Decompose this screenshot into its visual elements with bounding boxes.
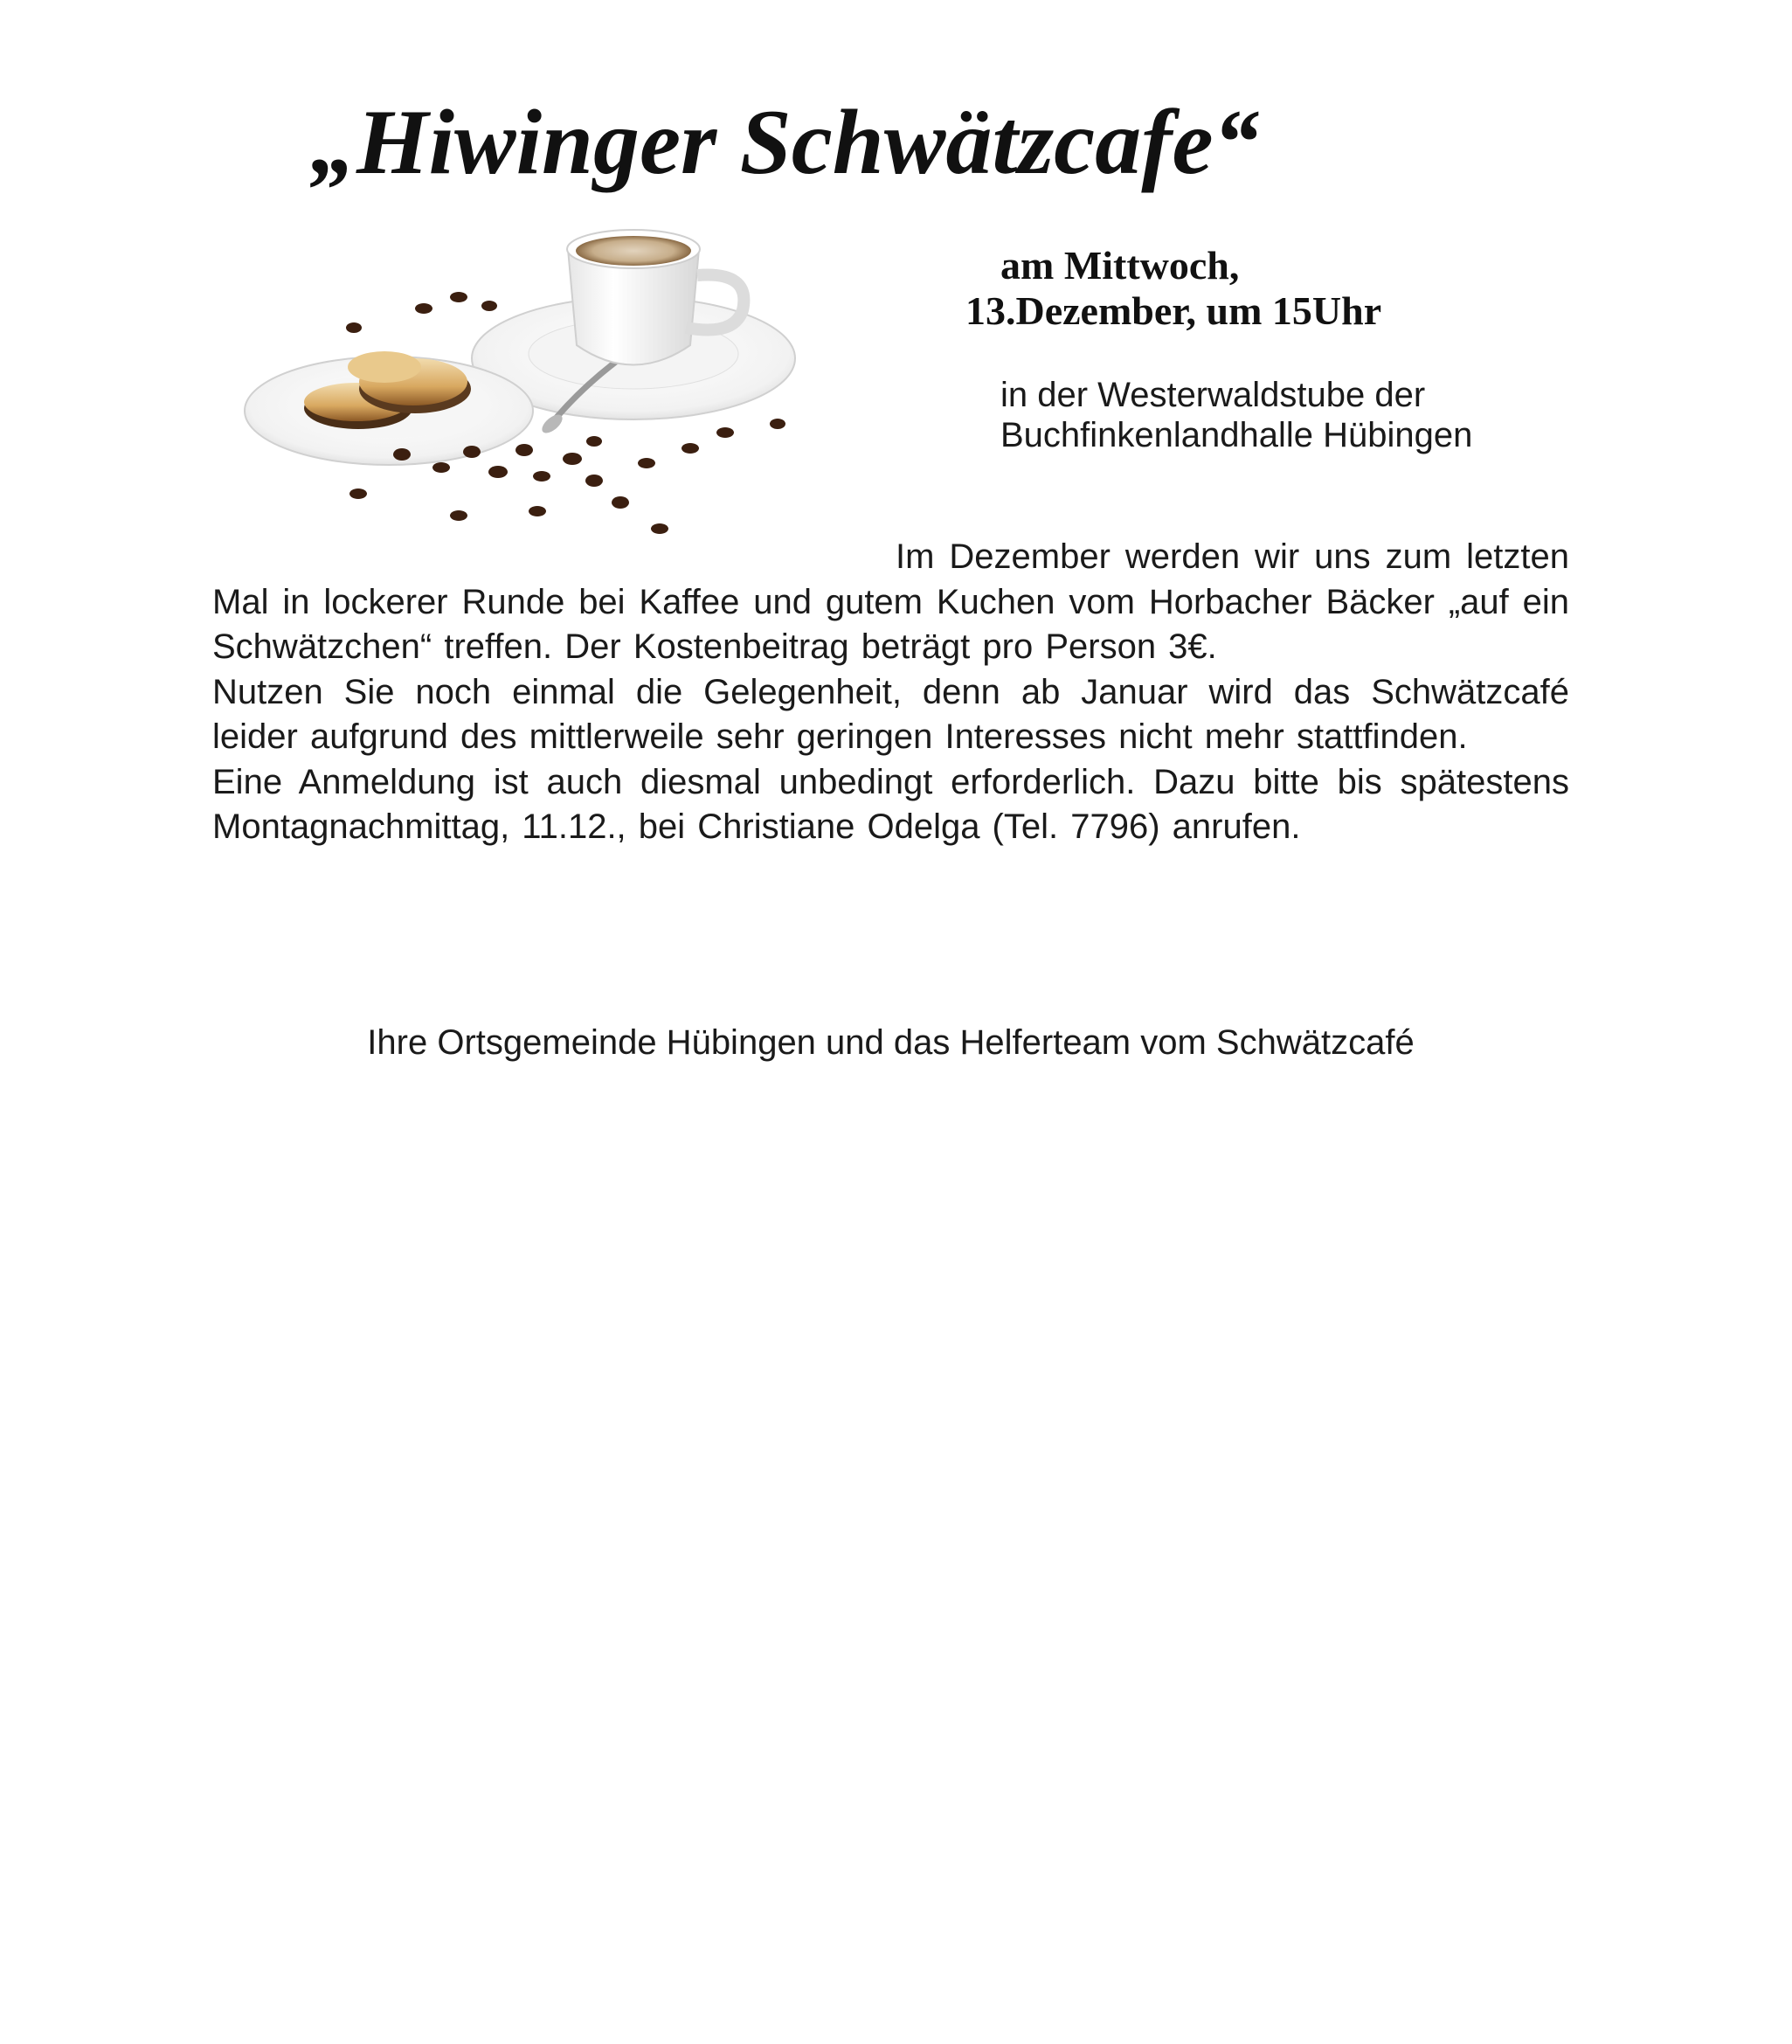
coffee-illustration	[236, 223, 882, 537]
paragraph-intro: Im Dezember werden wir uns zum letzten Mal in lockerer Runde bei Kaffee und gutem Kuchen vom Horbacher Bäcker „auf ein Schwätzchen“ treffen. Der Kostenbeitrag beträgt pro Person 3€.	[212, 537, 1569, 666]
page-title: „Hiwinger Schwätzcafe“	[310, 91, 1260, 193]
announcement-body	[212, 535, 1569, 850]
paragraph-registration: Eine Anmeldung ist auch diesmal unbedingt erforderlich. Dazu bitte bis spätestens Montagnachmittag, 11.12., bei Christiane Odelga (Tel. 7796) anrufen.	[212, 762, 1569, 846]
event-weekday: am Mittwoch,	[1000, 243, 1240, 288]
venue-line-1: in der Westerwaldstube der	[1000, 376, 1426, 414]
venue-line-2: Buchfinkenlandhalle Hübingen	[1000, 416, 1473, 454]
closing-signature: Ihre Ortsgemeinde Hübingen und das Helferteam vom Schwätzcafé	[367, 1023, 1415, 1062]
event-date-time: 13.Dezember, um 15Uhr	[965, 288, 1382, 333]
paragraph-last-chance: Nutzen Sie noch einmal die Gelegenheit, denn ab Januar wird das Schwätzcafé leider aufgrund des mittlerweile sehr geringen Interesses nicht mehr stattfinden.	[212, 672, 1569, 756]
